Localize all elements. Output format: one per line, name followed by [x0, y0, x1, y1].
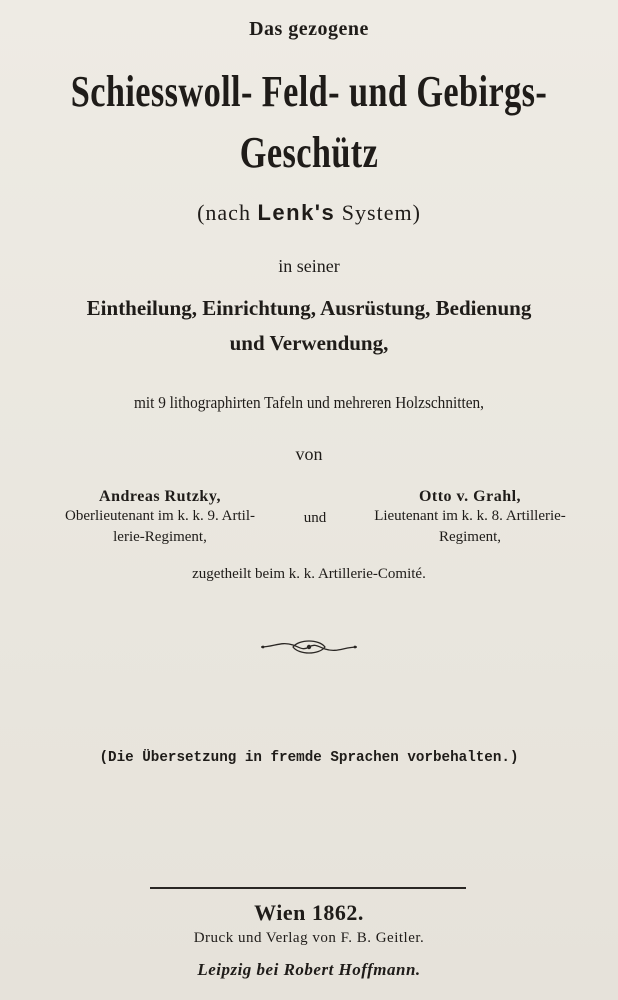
author-right-name: Otto v. Grahl,	[418, 488, 522, 505]
imprint-place-year: Wien 1862.	[254, 900, 364, 925]
flourish-ornament-icon	[259, 637, 359, 657]
in-seiner: in seiner	[278, 256, 340, 276]
imprint-publisher: Druck und Verlag von F. B. Geitler.	[193, 930, 425, 946]
subject-line-1: Eintheilung, Einrichtung, Ausrüstung, Bedienung	[86, 296, 532, 320]
author-right-rank-2: Regiment,	[438, 529, 502, 545]
system-name: Lenk's	[257, 200, 336, 225]
author-right-rank-1: Lieutenant im k. k. 8. Artillerie-	[374, 508, 566, 524]
plates-line: mit 9 lithographirten Tafeln und mehreren Holzschnitten,	[133, 393, 485, 412]
imprint-divider	[150, 887, 466, 889]
rights-notice: (Die Übersetzung in fremde Sprachen vorbehalten.)	[99, 749, 519, 766]
system-open: (nach	[197, 200, 258, 225]
system-line	[0, 200, 618, 226]
author-left-name: Andreas Rutzky,	[99, 488, 221, 505]
imprint-distributor: Leipzig bei Robert Hoffmann.	[197, 960, 421, 979]
main-title-line-1: Schiesswoll- Feld- und Gebirgs-	[70, 67, 548, 116]
assigned-line: zugetheilt beim k. k. Artillerie-Comité.	[192, 566, 426, 582]
author-left-rank-1: Oberlieutenant im k. k. 9. Artil-	[65, 508, 255, 524]
subject-line-2: und Verwendung,	[229, 331, 389, 355]
main-title-line-2: Geschütz	[239, 128, 379, 177]
title-intro: Das gezogene	[249, 18, 369, 40]
von-line: von	[295, 444, 323, 464]
author-right	[340, 488, 600, 548]
authors-und: und	[303, 510, 327, 526]
author-left-rank-2: lerie-Regiment,	[113, 529, 207, 545]
system-close: System)	[335, 200, 421, 225]
author-left	[30, 488, 290, 548]
authors-block	[0, 488, 618, 558]
